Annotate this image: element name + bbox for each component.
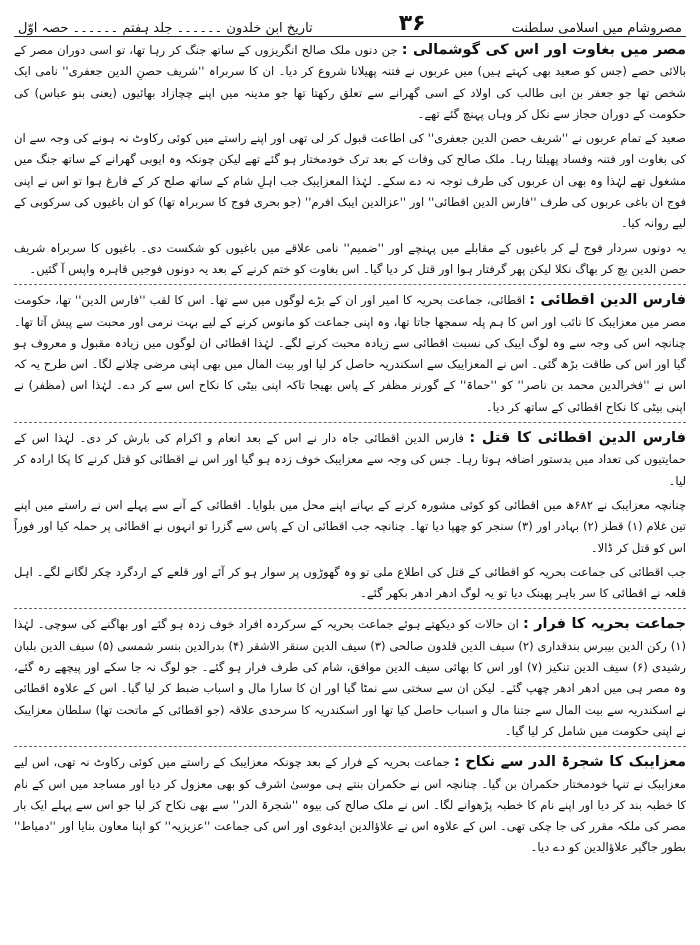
- section-heading: فارس الدین اقطائی :: [529, 292, 686, 309]
- paragraph-text: فارس الدین اقطائی جاہ دار نے اس کے بعد انعام و اکرام کی بارش کر دی۔ لہٰذا اس کے حمایتیوں کی تعداد میں بدستور اضافہ ہوتا رہا۔ جس کی وجہ سے معزایبک خوف زدہ ہو گیا اور اس نے اقطائی کو قتل کرنے کا پکا ارادہ کر لیا۔: [14, 431, 686, 488]
- paragraph: صعید کے تمام عربوں نے ''شریف حصن الدین جعفری'' کی اطاعت قبول کر لی تھی اور اپنے راستے میں کوئی رکاوٹ نہ ہونے کی وجہ سے ان کی بغاوت اور فتنہ وفساد پھیلتا رہا۔ ملک صالح کی وفات کے بعد ترک خودمختار ہو گئے تھے لیکن چونکہ وہ ایوبی گھرانے کے ساتھ جنگ میں مشغول تھے لہٰذا وہ بھی ان عربوں کی طرف توجہ نہ دے سکے۔ لہٰذا المعزایبک جب اہلِ شام کے ساتھ صلح کر کے فارغ ہوا تو اس نے اپنی فوج ان باغی عربوں کی طرف ''فارس الدین اقطائی'' اور ''عزالدین ایبک افرم'' (جو بحری فوج کا سربراہ تھا) کو ان باغیوں کی سرکوبی کے لیے روانہ کیا۔: [14, 131, 686, 231]
- divider: [14, 422, 686, 424]
- section-paragraph: [14, 752, 686, 858]
- paragraph-text: جن دنوں ملک صالح انگریزوں کے ساتھ جنگ کر رہا تھا، تو اسی دوران مصر کے بالائی حصے (جس کو صعید بھی کہتے ہیں) میں عربوں نے فتنہ پھیلانا شروع کر دیا۔ ان کا سربراہ ''شریف حصنِ الدین جعفری'' نامی ایک شخص تھا جو جعفر بن ابی طالب کی اولاد کے اسی گھرانے سے تعلق رکھتا تھا جو مدینہ میں اپنے چچازاد بھائیوں (یعنی بنو عباس) کی حکومت کے دوران حجاز سے نکل کر وہاں پہنچ گئے تھے۔: [14, 43, 686, 121]
- section-heading: فارس الدین اقطائی کا قتل :: [469, 430, 686, 447]
- section-paragraph: [14, 614, 686, 742]
- section-heading: جماعت بحریہ کا فرار :: [522, 616, 686, 633]
- paragraph-text: ان حالات کو دیکھتے ہوئے جماعت بحریہ کے سرکردہ افراد خوف زدہ ہو گئے اور بھاگنے کی سوچی۔ لہٰذا (۱) رکن الدین بیبرس بندقداری (۲) سیف الدین قلدون صالحی (۳) سیف الدین سنقر الاشقر (۴) بدرالدین بنسر شمسی (۵) سیف الدین بلبان رشیدی (۶) سیف الدین تنکیز (۷) اور اس کا بھائی سیف الدین موافق، شام کی طرف فرار ہو گئے۔ جو لوگ نہ جا سکے اور پیچھے رہ گئے، وہ مصر ہی میں ادھر ادھر چھپ گئے۔ لیکن ان سے سختی سے نمٹا گیا اور ان کا سارا مال و اسباب ضبط کر لیا گیا۔ اس کے علاوہ اقطائی نے اسکندریہ سے بیت المال سے جتنا مال و اسباب حاصل کیا تھا اور اسکندریہ کا سرحدی علاقہ (جو اقطائی کے ماتحت تھا) سلطان معزایبک نے اپنی حکومت میں شامل کر لیا گیا۔: [14, 617, 687, 738]
- paragraph-text: اقطائی، جماعت بحریہ کا امیر اور ان کے بڑے لوگوں میں سے تھا۔ اس کا لقب ''فارس الدین'' تھا، حکومت مصر میں معزایبک کا نائب اور اس کا ہم پلہ سمجھا جاتا تھا، وہ اپنی جماعت کو مانوس کرنے کے لیے بہت نرمی اور محبت سے پیش آتا تھا۔ چنانچہ اس کی وجہ سے وہ لوگ ایبک کی نسبت اقطائی سے زیادہ محبت کرنے لگے۔ لہٰذا اقطائی ان لوگوں میں زیادہ مقبول و معروف ہو گیا اور اس کی طاقت بڑھ گئی۔ اس نے المعزایبک سے اسکندریہ حاصل کر لیا اور بیت المال میں بھی اپنی مرضی چلانے لگا۔ اس طرح یہ کہ اس نے ''فخرالدین محمد بن ناصر'' کو ''حماۃ'' کے گورنر مظفر کے پاس بھیجا تاکہ اپنی بیٹی کا نکاح اس سے کر دے۔ لہٰذا اس (مظفر) نے اپنی بیٹی کا نکاح اقطائی کے ساتھ کر دیا۔: [14, 293, 686, 414]
- section-paragraph: [14, 40, 686, 125]
- section-heading: مصر میں بغاوت اور اس کی گوشمالی :: [401, 42, 687, 58]
- paragraph: چنانچہ معزایبک نے ۶۸۲ھ میں اقطائی کو کوئی مشورہ کرنے کے بہانے اپنے محل میں بلوایا۔ اقطائی کے آنے سے پہلے اس نے راستے میں اپنے تین غلام (۱) قطز (۲) بہادر اور (۳) سنجر کو چھپا دیا تھا۔ چنانچہ جب اقطائی ان کے پاس سے گزرا تو انہوں نے اقطائی پر حملہ کیا اور فوراً اس کو قتل کر ڈالا۔: [14, 497, 686, 555]
- page-number: ۳۶: [398, 11, 426, 36]
- page-header: [14, 6, 686, 37]
- section-paragraph: [14, 428, 686, 492]
- divider: [14, 284, 686, 286]
- book-title: تاریخ ابن خلدون ۔۔۔۔۔۔ جلد ہفتم ۔۔۔۔۔۔ حصہ اوّل: [18, 21, 313, 36]
- chapter-title: مصروشام میں اسلامی سلطنت: [511, 21, 682, 36]
- page-body: [14, 40, 686, 859]
- paragraph: جب اقطائی کی جماعت بحریہ کو اقطائی کے قتل کی اطلاع ملی تو وہ گھوڑوں پر سوار ہو کر آئے اور قلعے کے اردگرد چکر لگانے لگے۔ اہل قلعہ نے اقطائی کا سر باہر پھینک دیا تو یہ لوگ ادھر ادھر بکھر گئے۔: [14, 564, 686, 601]
- divider: [14, 608, 686, 610]
- paragraph-text: جماعت بحریہ کے فرار کے بعد چونکہ معزایبک کے راستے میں کوئی رکاوٹ نہ تھی، اس لیے معزایبک نے تنہا خودمختار حکمران بن گیا۔ چنانچہ اس نے حکمران بنتے ہی موسیٰ اشرف کو بھی معزول کر دیا اور مساجد میں اس کے نام کا خطبہ بند کر دیا اور اپنے نام کا خطبہ پڑھوانے لگا۔ اس نے ملک صالح کی بیوہ ''شجرۃ الدر'' سے بھی نکاح کر لیا جو اس سے پہلے ایک بار مصر کی ملکہ مقرر کی جا چکی تھی۔ اس کے علاوہ اس نے علاؤالدین ایدغوی اور اس کی جماعت ''عزیزیہ'' کو اپنا معاون بنایا اور ''دمیاط'' بطور جاگیر علاؤالدین کو دے دیا۔: [14, 755, 686, 855]
- paragraph: یہ دونوں سردار فوج لے کر باغیوں کے مقابلے میں پہنچے اور ''ضمیم'' نامی علاقے میں باغیوں کو شکست دی۔ باغیوں کا سربراہ شریف حصن الدین بچ کر بھاگ نکلا لیکن پھر گرفتار ہوا اور قتل کر دیا گیا۔ اس بغاوت کو ختم کرنے کے بعد یہ دونوں فوجیں قاہرہ واپس آ گئیں۔: [14, 240, 686, 276]
- section-heading: معزایبک کا شجرۃ الدر سے نکاح :: [454, 754, 686, 771]
- document-page: [14, 6, 686, 936]
- divider: [14, 746, 686, 748]
- section-paragraph: [14, 290, 686, 418]
